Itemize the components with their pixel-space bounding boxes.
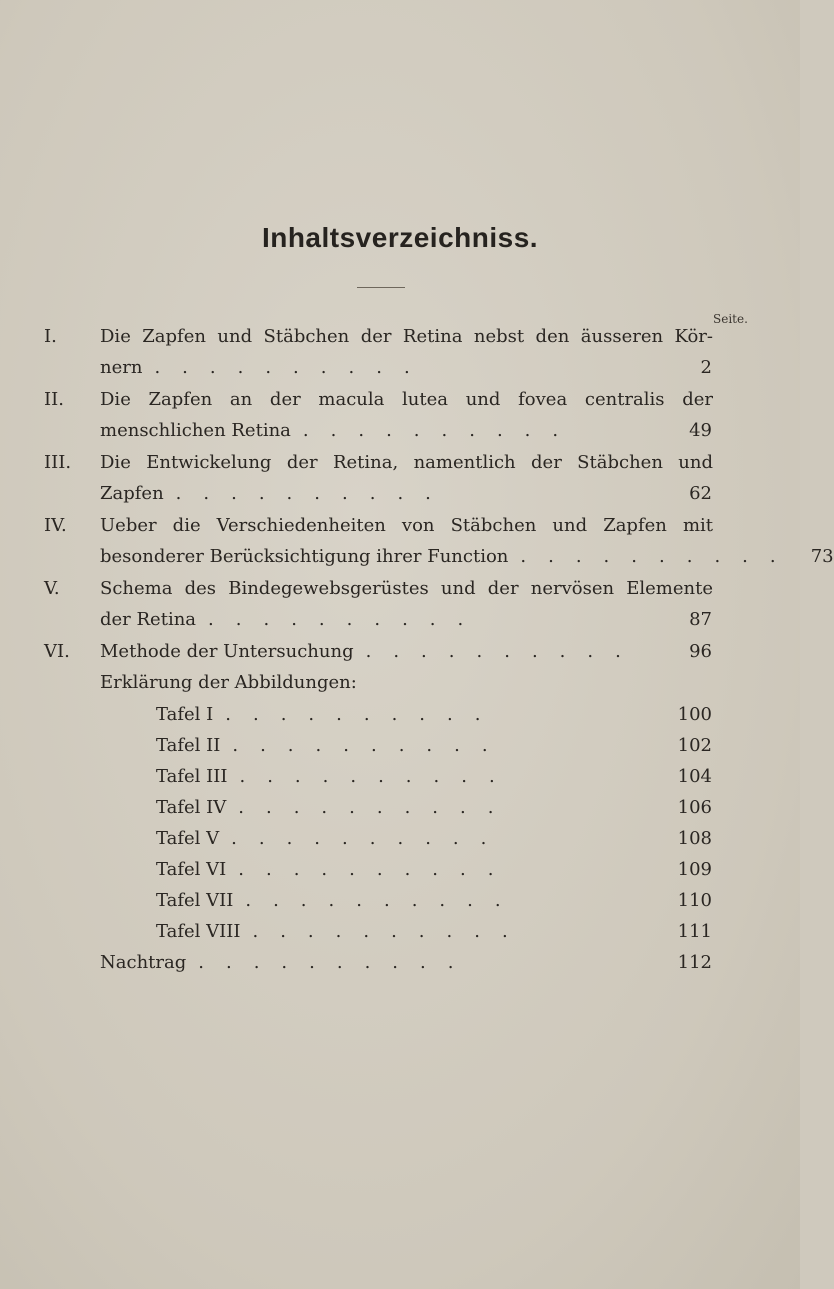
page-number: 62 — [689, 483, 712, 504]
chapter-numeral: I. — [44, 326, 57, 347]
chapter-label: Methode der Untersuchung — [100, 641, 354, 662]
page-number: 104 — [677, 766, 712, 787]
chapter-label: besonderer Berücksichtigung ihrer Function — [100, 546, 509, 567]
page-number: 109 — [677, 859, 712, 880]
plate-label: Tafel II — [156, 735, 221, 756]
page-number: 102 — [677, 735, 712, 756]
page-number: 110 — [677, 890, 712, 911]
page-number: 106 — [677, 797, 712, 818]
chapter-title-line: Die Zapfen und Stäbchen der Retina nebst den äusseren Kör- — [100, 326, 713, 347]
explanation-heading: Erklärung der Abbildungen: — [100, 672, 357, 693]
chapter-title-line: Die Zapfen an der macula lutea und fovea centralis der — [100, 389, 713, 410]
plate-label: Tafel VI — [156, 859, 227, 880]
book-page: Inhaltsverzeichniss. Seite. I. Die Zapfen und Stäbchen der Retina nebst den äusseren Kör- nern .......... 2 II. Die Zapfen an der macula lutea und fovea centralis der menschlichen Retina .......... 49 III. Die Entwickelung der Retina, namentlich der Stäbchen und Zapfen .......... 62 IV. Ueber die Verschiedenheiten von Stäbchen und Zapfen mit besonderer Berücksichtigung ihrer Function .......... 73 V. Schema des Bindegewebsgerüstes und der nervösen Elemente der Retina .......... 87 VI. Methode der Untersuchung .......... 96 Erklärung der Abbildungen: Tafel I .......... 100 Tafel II .......... 102 Tafel III .......... 104 Tafel IV .......... 106 Tafel V .......... 108 Tafel VI .......... 109 Tafel VII .......... 110 Tafel VIII .......... 111 Nachtrag .......... 112 — [0, 0, 800, 1289]
chapter-label: menschlichen Retina — [100, 420, 291, 441]
plate-label: Tafel IV — [156, 797, 227, 818]
appendix-label: Nachtrag — [100, 952, 187, 973]
chapter-label: nern — [100, 357, 143, 378]
chapter-title-line: Ueber die Verschiedenheiten von Stäbchen und Zapfen mit — [100, 515, 713, 536]
chapter-numeral: V. — [44, 578, 60, 599]
page-title: Inhaltsverzeichniss. — [261, 222, 539, 253]
page-column-header: Seite. — [713, 312, 748, 326]
title-rule — [357, 287, 405, 288]
chapter-numeral: VI. — [44, 641, 70, 662]
plate-label: Tafel VII — [156, 890, 234, 911]
page-number: 73 — [810, 546, 834, 567]
chapter-numeral: II. — [44, 389, 64, 410]
plate-label: Tafel VIII — [156, 921, 241, 942]
page-number: 87 — [689, 609, 712, 630]
plate-label: Tafel V — [156, 828, 220, 849]
page-number: 2 — [700, 357, 712, 378]
chapter-label: der Retina — [100, 609, 197, 630]
chapter-numeral: III. — [44, 452, 72, 473]
chapter-title-line: Die Entwickelung der Retina, namentlich der Stäbchen und — [100, 452, 713, 473]
plate-label: Tafel III — [156, 766, 228, 787]
page-number: 111 — [677, 921, 712, 942]
page-number: 100 — [677, 704, 712, 725]
plate-label: Tafel I — [156, 704, 214, 725]
chapter-label: Zapfen — [100, 483, 164, 504]
page-number: 49 — [689, 420, 712, 441]
chapter-numeral: IV. — [44, 515, 67, 536]
page-number: 108 — [677, 828, 712, 849]
page-number: 112 — [677, 952, 712, 973]
page-number: 96 — [689, 641, 712, 662]
chapter-title-line: Schema des Bindegewebsgerüstes und der nervösen Elemente — [100, 578, 713, 599]
